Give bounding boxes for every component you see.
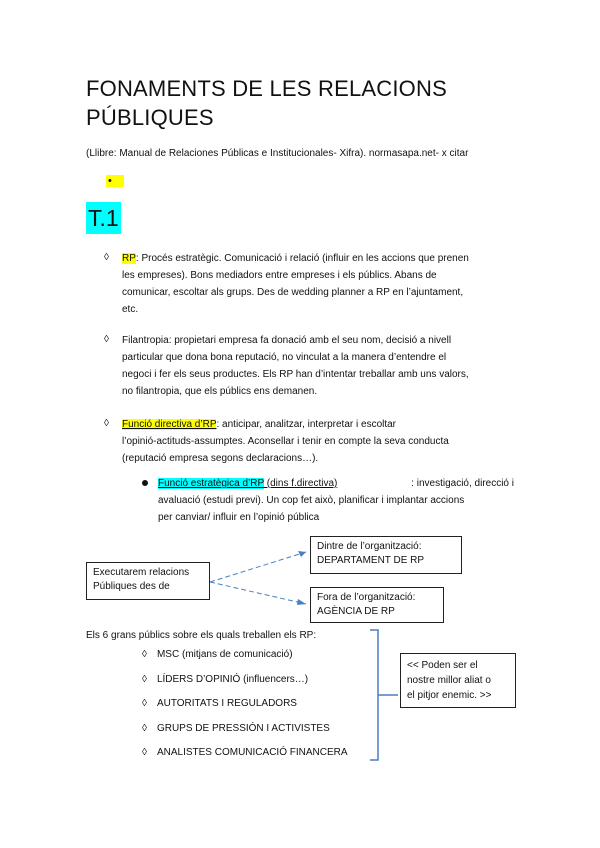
diagram-box-internal: Dintre de l’organització: DEPARTAMENT DE RP — [310, 536, 462, 574]
item-filantropia: Filantropia: propietari empresa fa donació amb el seu nom, decisió a nivell particular que dona bona reputació, no vinculat a la manera d’entendre el negoci i fer els seus productes. Els RP han d’intentar treballar amb uns valors, no filantropia, que els públics ens demanen. — [122, 335, 469, 397]
publics-list — [142, 649, 372, 772]
item-funcio-directiva: Funció directiva d’RP: anticipar, analitzar, interpretar i escoltar l’opinió-actituds-assumptes. Aconsellar i tenir en compte la seva conducta (reputació empresa segons declaracions…). — [122, 419, 449, 464]
publics-list-item: ◊ MSC (mitjans de comunicació) — [142, 649, 372, 674]
rp-term: RP — [122, 253, 136, 264]
diamond-bullet-icon: ◊ — [142, 698, 147, 709]
reference-line: (Llibre: Manual de Relaciones Públicas e Institucionales- Xifra). normasapa.net- x citar — [86, 148, 469, 159]
note-box: << Poden ser el nostre millor aliat o el pitjor enemic. >> — [400, 653, 516, 708]
publics-list-item: ◊ ANALISTES COMUNICACIÓ FINANCERA — [142, 747, 372, 772]
diamond-bullet-icon: ◊ — [142, 747, 147, 758]
diamond-bullet-icon: ◊ — [142, 722, 147, 734]
title-line-1: FONAMENTS DE LES RELACIONS — [86, 76, 447, 101]
diamond-bullet-icon: ◊ — [142, 649, 147, 660]
publics-heading: Els 6 grans públics sobre els quals treballen els RP: — [86, 630, 317, 641]
item-funcio-estrategica: Funció estratègica d’RP (dins f.directiva) : investigació, direcció i avaluació (estudi previ). Un cop fet això, planificar i implantar accions per canviar/ influir en l’opinió pública — [158, 478, 514, 523]
diamond-bullet-icon: ◊ — [104, 334, 109, 345]
publics-list-item: ◊ GRUPS DE PRESSIÓN I ACTIVISTES — [142, 723, 372, 748]
empty-bullet: • — [106, 175, 124, 187]
funcio-directiva-term: Funció directiva d’RP — [122, 419, 217, 430]
section-heading: T.1 — [86, 202, 121, 234]
funcio-estrategica-term: Funció estratègica d’RP — [158, 478, 264, 489]
diagram-box-external: Fora de l’organització: AGÈNCIA DE RP — [310, 587, 444, 623]
item-rp: RP: Procés estratègic. Comunicació i relació (influir en les accions que prenen les empreses). Bons mediadors entre empreses i els públics. Abans de comunicar, escoltar als grups. Des de wedding planner a RP en l’ajuntament, etc. — [122, 253, 469, 315]
diamond-bullet-icon: ◊ — [104, 418, 109, 429]
publics-list-item: ◊ LÍDERS D’OPINIÓ (influencers…) — [142, 674, 372, 699]
diagram-box-source: Executarem relacions Públiques des de — [86, 562, 210, 600]
title-line-2: PÚBLIQUES — [86, 105, 214, 130]
diamond-bullet-icon: ◊ — [104, 252, 109, 263]
diamond-bullet-icon: ◊ — [142, 673, 147, 685]
publics-list-item: ◊ AUTORITATS I REGULADORS — [142, 698, 372, 723]
